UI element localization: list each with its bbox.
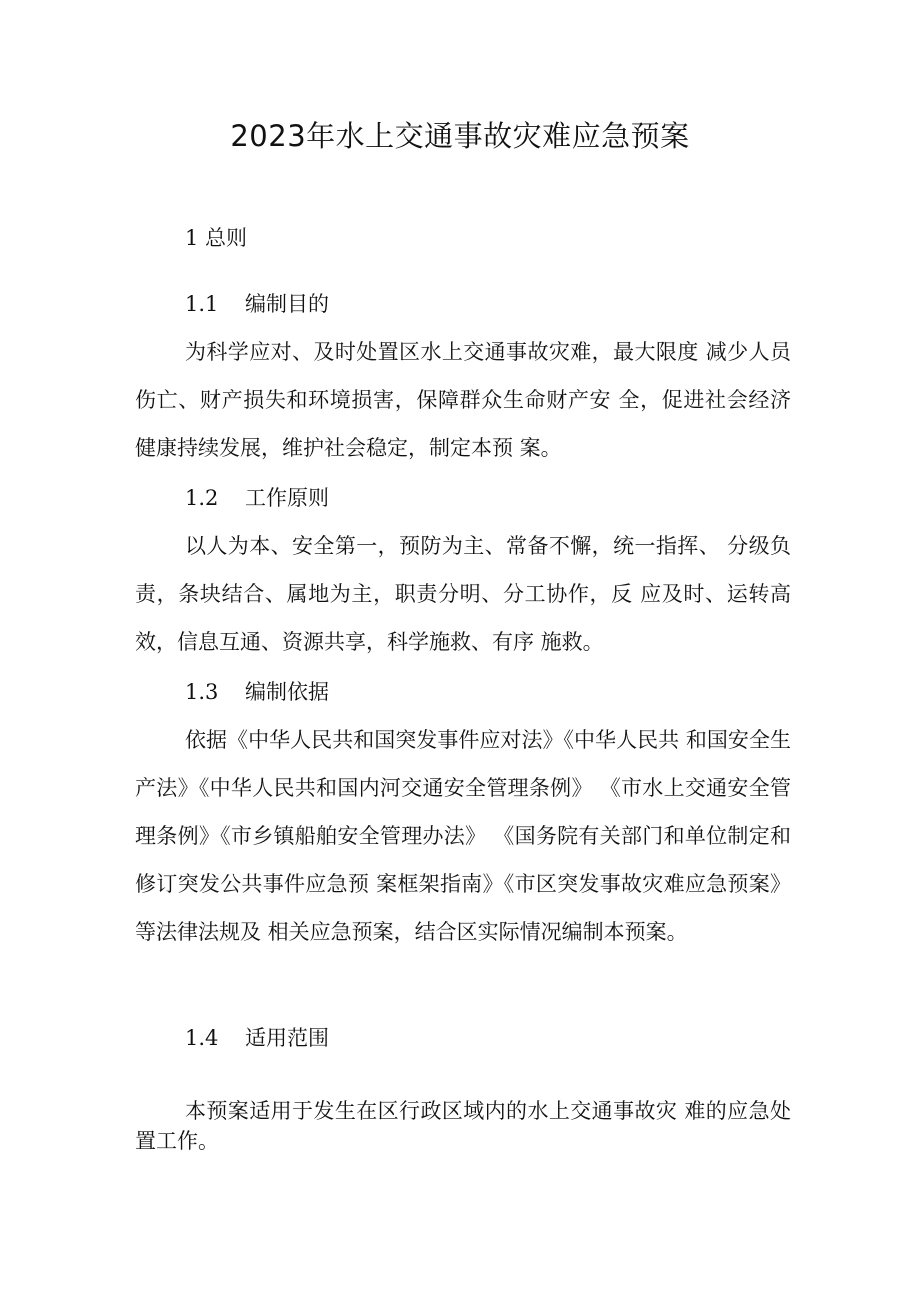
subsection-number: 1.1 [185, 292, 219, 316]
paragraph-purpose: 为科学应对、及时处置区水上交通事故灾难，最大限度 减少人员伤亡、财产损失和环境损害，保障群众生命财产安 全，促进社会经济健康持续发展，维护社会稳定，制定本预 案。 [135, 340, 791, 460]
subsection-number: 1.3 [185, 680, 219, 704]
section-heading-general: 1 总则 [185, 226, 248, 250]
subsection-heading-1-2 [185, 474, 785, 522]
subsection-label: 工作原则 [245, 486, 329, 510]
subsection-number: 1.4 [185, 1026, 219, 1050]
subsection-number: 1.2 [185, 486, 219, 510]
subsection-label: 适用范围 [245, 1026, 329, 1050]
document-title: 2023年水上交通事故灾难应急预案 [230, 119, 690, 153]
subsection-label: 编制依据 [245, 680, 329, 704]
paragraph-scope: 本预案适用于发生在区行政区域内的水上交通事故灾 难的应急处置工作。 [135, 1099, 791, 1153]
subsection-label: 编制目的 [245, 292, 329, 316]
paragraph-principles: 以人为本、安全第一，预防为主、常备不懈，统一指挥、 分级负责，条块结合、属地为主，职责分明、分工协作，反 应及时、运转高效，信息互通、资源共享，科学施救、有序 施救。 [135, 534, 791, 654]
subsection-heading-1-3 [185, 668, 785, 716]
subsection-heading-1-1 [185, 280, 785, 328]
subsection-heading-1-4 [185, 1014, 785, 1062]
paragraph-basis: 依据《中华人民共和国突发事件应对法》《中华人民共 和国安全生产法》《中华人民共和国内河交通安全管理条例》 《市水上交通安全管理条例》《市乡镇船舶安全管理办法》 《国务院有关部门和单位制定和修订突发公共事件应急预 案框架指南》《市区突发事故灾难应急预案》等法律法规及 相关应急预案，结合区实际情况编制本预案。 [135, 728, 791, 944]
